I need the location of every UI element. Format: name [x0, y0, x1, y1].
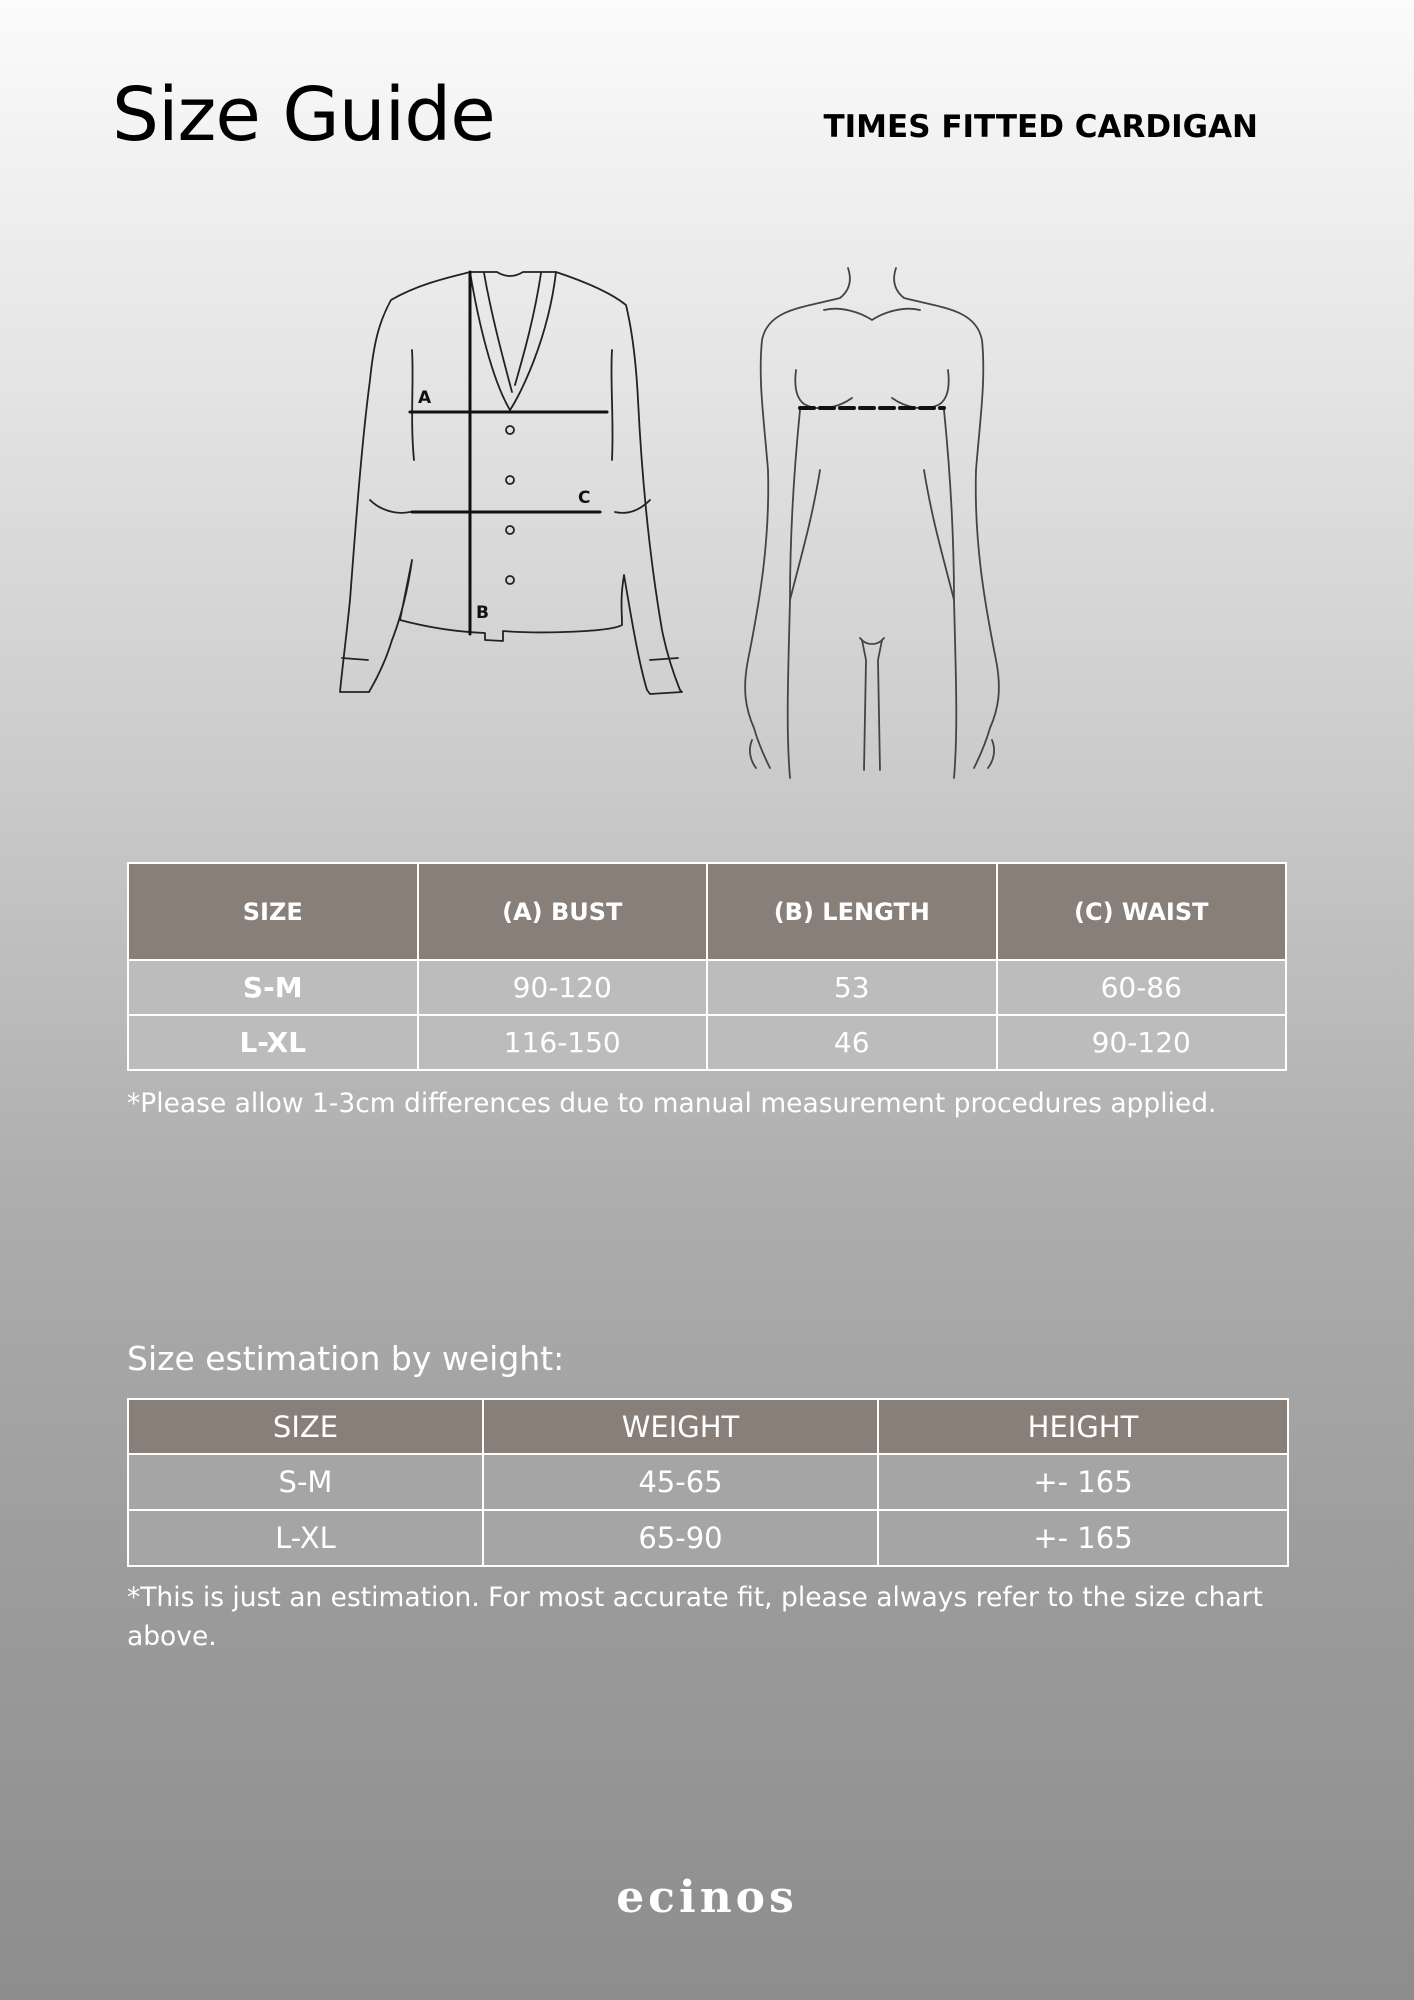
product-name: TIMES FITTED CARDIGAN [823, 109, 1258, 145]
column-header-bust: (A) BUST [418, 863, 708, 960]
column-header-height: HEIGHT [878, 1399, 1288, 1454]
column-header-length: (B) LENGTH [707, 863, 997, 960]
brand-logo: ecinos [616, 1872, 798, 1923]
cell-waist: 90-120 [997, 1015, 1287, 1070]
size-chart-note: *Please allow 1-3cm differences due to manual measurement procedures applied. [127, 1088, 1217, 1119]
cell-waist: 60-86 [997, 960, 1287, 1015]
cell-size: L-XL [128, 1510, 483, 1566]
table-row [128, 1510, 1288, 1566]
table-row [128, 1454, 1288, 1510]
marker-a: A [418, 388, 432, 408]
column-header-size: SIZE [128, 863, 418, 960]
cell-size: S-M [128, 960, 418, 1015]
column-header-size: SIZE [128, 1399, 483, 1454]
cell-height: +- 165 [878, 1454, 1288, 1510]
body-figure-sketch [745, 268, 999, 778]
cell-weight: 45-65 [483, 1454, 878, 1510]
cell-weight: 65-90 [483, 1510, 878, 1566]
weight-chart-note: *This is just an estimation. For most accurate fit, please always refer to the size chart above. [127, 1582, 1263, 1652]
weight-chart-table [127, 1398, 1289, 1567]
cell-bust: 116-150 [418, 1015, 708, 1070]
cell-height: +- 165 [878, 1510, 1288, 1566]
marker-b: B [476, 603, 489, 623]
column-header-waist: (C) WAIST [997, 863, 1287, 960]
table-header-row [128, 863, 1286, 960]
size-chart-table [127, 862, 1287, 1071]
cell-length: 46 [707, 1015, 997, 1070]
table-header-row [128, 1399, 1288, 1454]
weight-chart-title: Size estimation by weight: [127, 1339, 565, 1378]
table-row [128, 960, 1286, 1015]
cell-bust: 90-120 [418, 960, 708, 1015]
cardigan-sketch [340, 272, 682, 694]
cell-size: L-XL [128, 1015, 418, 1070]
table-row [128, 1015, 1286, 1070]
cell-length: 53 [707, 960, 997, 1015]
page-title: Size Guide [112, 72, 495, 158]
marker-c: C [578, 488, 591, 508]
cell-size: S-M [128, 1454, 483, 1510]
column-header-weight: WEIGHT [483, 1399, 878, 1454]
